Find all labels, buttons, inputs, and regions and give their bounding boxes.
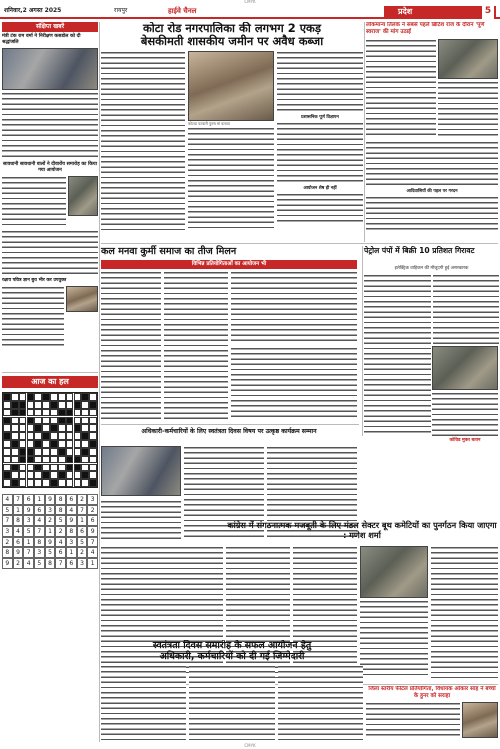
crossword-cell [50,471,58,479]
crossword-cell [42,432,50,440]
bottom-right-headline: जिला स्तरीय फीटेल प्रतियोगिता, विधायक ओंकार साह ने बच्चों के हुनर को सराहा [368,686,496,699]
brief3-body [2,286,64,346]
column-rule [99,22,100,742]
tribal-body [366,196,498,232]
sudoku-cell: 4 [13,526,24,537]
brief1-photo [2,48,98,90]
crossword-cell [89,440,97,448]
crossword-cell [74,401,82,409]
brief3-headline: रक्षाय पवित्र ज्ञान बुध भीर कर उपयुक्त [2,278,67,283]
congress-col3 [360,600,428,678]
bottom-story [101,640,363,746]
crossword-cell [11,479,19,487]
crossword-cell [3,471,11,479]
crossword-cell [74,448,82,456]
crossword-cell [42,479,50,487]
bottom-right-col1 [366,702,460,738]
sudoku-cell: 6 [87,515,98,526]
crossword-cell [42,424,50,432]
crossword-cell [89,464,97,472]
issue-date: शनिवार,2 अगस्त 2025 [4,7,62,14]
crossword-cell [66,448,74,456]
crossword-cell [3,393,11,401]
sudoku-cell: 8 [45,558,56,569]
crossword-grid [2,392,98,488]
sudoku-cell: 3 [77,558,88,569]
crossword-cell [58,464,66,472]
bottom-headline-line1: स्वतंत्रता दिवस समारोह के सफल आयोजन हेतु [152,640,312,651]
crossword-cell [19,456,27,464]
crossword-cell [81,456,89,464]
sudoku-cell: 6 [66,558,77,569]
puzzle-section [2,376,98,646]
petrol-subheadline: इलेक्ट्रिक वाहिकन की मौजूदगी हुई असरकारक [394,266,469,271]
crossword-cell [19,440,27,448]
sudoku-cell: 4 [2,494,13,505]
tilak-body-1 [366,39,436,139]
brief2-headline: सावधानी सावधानी वालों ने दीवारोंय समारोह का किया गया आयोजन [3,162,97,173]
crossword-cell [11,401,19,409]
crossword-cell [27,464,35,472]
crossword-cell [3,417,11,425]
sudoku-cell: 9 [45,537,56,548]
sudoku-cell: 2 [77,547,88,558]
crossword-cell [81,393,89,401]
sudoku-cell: 6 [23,494,34,505]
crossword-cell [3,432,11,440]
crossword-cell [27,393,35,401]
tilak-headline: लोकमान्य तिलक ने सबसे पहले ब्रिटिश राज के दौरान 'पूर्ण स्वराज' की मांग उठाई [366,22,485,35]
crossword-cell [74,432,82,440]
crossword-cell [27,448,35,456]
section-tab [384,6,496,19]
tribal-subhead: आदिवासियों की पहल पर गरदन [406,189,458,194]
sudoku-cell: 3 [45,505,56,516]
sudoku-cell: 8 [13,515,24,526]
sudoku-cell: 6 [55,547,66,558]
crossword-cell [74,393,82,401]
petrol-col2-b [432,392,498,436]
crossword-cell [81,401,89,409]
brief1-body [2,92,98,160]
crossword-cell [34,440,42,448]
crossword-cell [27,471,35,479]
page-header [0,6,500,19]
sudoku-cell: 6 [66,494,77,505]
crossword-cell [89,432,97,440]
sudoku-cell: 2 [13,558,24,569]
crossword-cell [81,424,89,432]
crossword-cell [58,479,66,487]
crossword-cell [27,424,35,432]
sudoku-cell: 2 [77,494,88,505]
crossword-cell [89,471,97,479]
sudoku-cell: 8 [66,526,77,537]
kurmi-story [101,271,357,421]
crossword-cell [11,464,19,472]
crossword-cell [58,448,66,456]
crossword-cell [19,393,27,401]
newspaper-brand: हाईवे चैनल [168,7,197,15]
sudoku-cell: 3 [66,537,77,548]
crossword-cell [11,393,19,401]
crossword-cell [74,417,82,425]
edition-city: रायपुर [114,7,128,14]
crossword-cell [34,424,42,432]
crossword-cell [42,409,50,417]
crossword-cell [89,448,97,456]
sudoku-cell: 7 [2,515,13,526]
brief2-body [2,176,66,228]
sudoku-cell: 7 [13,494,24,505]
crossword-cell [74,424,82,432]
crossword-cell [42,401,50,409]
page-number: 5 [482,6,494,19]
sudoku-grid [2,494,98,566]
briefs-box-title: संक्षिप्त खबरें [2,22,98,32]
kurmi-col1 [101,271,161,419]
tilak-body-3 [366,141,498,187]
bottom-col3 [278,665,363,743]
sudoku-cell: 9 [2,558,13,569]
crossword-cell [42,440,50,448]
crossword-cell [89,424,97,432]
crossword-cell [19,448,27,456]
crossword-cell [11,456,19,464]
crossword-cell [50,401,58,409]
puzzle-rule [2,372,98,373]
crossword-cell [74,479,82,487]
print-register-mark: CMYK [244,0,256,4]
crossword-cell [27,440,35,448]
crossword-cell [58,417,66,425]
sudoku-cell: 6 [34,505,45,516]
crossword-cell [89,479,97,487]
sudoku-cell: 5 [77,537,88,548]
crossword-cell [3,448,11,456]
crossword-cell [81,464,89,472]
crossword-cell [66,471,74,479]
crossword-cell [3,479,11,487]
crossword-cell [11,417,19,425]
crossword-cell [66,440,74,448]
crossword-cell [42,393,50,401]
top-story [101,22,363,240]
crossword-cell [34,409,42,417]
sudoku-cell: 3 [87,494,98,505]
sudoku-cell: 9 [66,515,77,526]
crossword-cell [50,417,58,425]
crossword-cell [81,409,89,417]
crossword-cell [50,456,58,464]
crossword-cell [66,479,74,487]
sudoku-cell: 7 [23,547,34,558]
sudoku-cell: 3 [2,526,13,537]
top-story-col3-b [277,122,363,184]
crossword-cell [42,456,50,464]
top-story-headline-2: बेसकीमती शासकीय जमीन पर अवैध कब्जा [140,34,324,48]
bottom-col1 [101,665,186,743]
crossword-cell [11,424,19,432]
crossword-cell [34,448,42,456]
sudoku-cell: 3 [34,547,45,558]
sudoku-cell: 8 [34,537,45,548]
officers-photo [101,446,181,496]
section-rule [101,243,498,244]
sudoku-cell: 1 [23,537,34,548]
top-story-subhead-1: प्रशासनिक पूर्ण विज्ञापन [301,115,339,120]
crossword-cell [11,409,19,417]
crossword-cell [42,417,50,425]
sudoku-cell: 4 [87,547,98,558]
sudoku-cell: 7 [87,537,98,548]
crossword-cell [19,401,27,409]
crossword-cell [27,432,35,440]
crossword-cell [42,464,50,472]
crossword-cell [58,440,66,448]
crossword-cell [3,409,11,417]
brief2-body-cont [2,230,98,276]
crossword-cell [50,432,58,440]
crossword-cell [50,448,58,456]
brief2-photo [68,176,98,216]
crossword-cell [11,440,19,448]
sudoku-cell: 7 [34,526,45,537]
crossword-cell [50,409,58,417]
tilak-photo [438,39,498,79]
congress-photo [360,546,428,598]
crossword-cell [42,471,50,479]
sudoku-cell: 1 [13,505,24,516]
crossword-cell [34,479,42,487]
top-story-subhead-2: आयोजन शेष ही नहीं [303,186,337,192]
sudoku-cell: 5 [55,515,66,526]
section-label: प्रदेश [398,7,413,16]
sudoku-cell: 9 [87,526,98,537]
column-rule-2 [364,22,365,242]
sudoku-cell: 8 [55,494,66,505]
crossword-cell [81,448,89,456]
crossword-cell [81,432,89,440]
sudoku-cell: 6 [13,537,24,548]
crossword-cell [3,401,11,409]
crossword-cell [27,479,35,487]
kurmi-headline: कल मनवा कुर्मी समाज का तीज मिलन [101,246,237,257]
bottom-right-story [366,686,498,746]
crossword-cell [50,440,58,448]
bottom-col2 [189,665,274,743]
petrol-col2 [433,274,500,344]
mini-headline: कोविड मुक्त बतान [449,438,481,443]
bottom-headline-line2: अधिकारी, कर्मचारियों को दी गई जिम्मेदारी [159,651,305,662]
crossword-cell [50,479,58,487]
crossword-cell [27,401,35,409]
crossword-cell [3,424,11,432]
crossword-cell [81,471,89,479]
sudoku-cell: 1 [87,558,98,569]
top-story-photo [188,51,274,121]
crossword-cell [11,471,19,479]
sudoku-cell: 5 [45,547,56,558]
sudoku-cell: 4 [23,558,34,569]
crossword-cell [19,409,27,417]
crossword-cell [34,464,42,472]
sudoku-cell: 7 [55,558,66,569]
crossword-cell [27,417,35,425]
brief1-headline: मंत्री टंक राम वर्मा ने निरीक्षण कसडोल को दी श्रद्धांजलि [2,34,81,45]
top-story-photo-caption: कोटवा पटवारी पुरुष मां बताया [188,121,230,126]
top-story-col2 [188,127,274,231]
crossword-cell [66,401,74,409]
top-story-col3-a [277,51,363,113]
crossword-cell [66,417,74,425]
sudoku-cell: 1 [66,547,77,558]
sudoku-cell: 9 [13,547,24,558]
officers-headline: अधिकारी-कर्मचारियों के लिए स्वतंत्रता दिवस विषय पर उत्कृष्ठ कार्यक्रम सम्मान [141,428,317,435]
crossword-cell [81,479,89,487]
crossword-cell [66,409,74,417]
sudoku-cell: 9 [23,505,34,516]
right-top-story [366,22,498,242]
petrol-headline: पेट्रोल पंपों में बिक्री 10 प्रतिशत गिरावट [364,246,475,255]
sudoku-cell: 7 [77,505,88,516]
congress-headline: कांग्रेस में संगठनात्मक मजबूती के लिए मंडल सेक्टर बूथ कमेटियों का पुनर्गठन किया जाएगा : गणेश शर्मा [227,520,497,540]
left-column [2,22,98,377]
kurmi-col2 [164,271,228,419]
sudoku-cell: 9 [45,494,56,505]
petrol-photo [432,346,498,390]
crossword-cell [66,424,74,432]
crossword-cell [66,456,74,464]
crossword-cell [50,464,58,472]
petrol-col1 [364,274,431,434]
crossword-cell [89,417,97,425]
sudoku-cell: 6 [77,526,88,537]
crossword-cell [3,456,11,464]
crossword-cell [50,424,58,432]
kurmi-col3 [231,271,357,343]
crossword-cell [66,464,74,472]
sudoku-cell: 5 [2,505,13,516]
crossword-cell [89,456,97,464]
crossword-cell [19,464,27,472]
crossword-cell [74,440,82,448]
crossword-cell [66,432,74,440]
crossword-cell [34,432,42,440]
sudoku-cell: 1 [45,526,56,537]
sudoku-cell: 1 [77,515,88,526]
crossword-cell [19,432,27,440]
congress-col4 [431,546,498,678]
sudoku-cell: 3 [23,515,34,526]
sudoku-cell: 2 [55,526,66,537]
puzzle-title: आज का हल [2,376,98,388]
crossword-cell [58,471,66,479]
crossword-cell [74,409,82,417]
top-story-headline-1: कोटा रोड नगरपालिका की लगभग 2 एकड़ [142,22,322,35]
tilak-body-2 [438,81,498,139]
crossword-cell [74,456,82,464]
crossword-cell [11,432,19,440]
crossword-cell [19,417,27,425]
crossword-cell [3,440,11,448]
bottom-register-mark: CMYK [244,743,256,749]
sudoku-cell: 5 [34,558,45,569]
crossword-cell [81,440,89,448]
crossword-cell [19,424,27,432]
crossword-cell [3,464,11,472]
officers-col0 [101,500,181,540]
crossword-cell [58,432,66,440]
crossword-cell [58,456,66,464]
sudoku-cell: 4 [34,515,45,526]
column-rule-3 [362,246,363,436]
crossword-cell [81,417,89,425]
crossword-cell [19,479,27,487]
sudoku-cell: 8 [2,547,13,558]
crossword-cell [34,401,42,409]
crossword-cell [19,471,27,479]
crossword-cell [74,471,82,479]
crossword-cell [58,409,66,417]
crossword-cell [58,401,66,409]
crossword-cell [58,393,66,401]
brief3-photo [66,286,98,312]
sudoku-cell: 2 [87,505,98,516]
sudoku-cell: 1 [34,494,45,505]
sudoku-cell: 5 [23,526,34,537]
bottom-right-photo [462,702,498,738]
crossword-cell [27,456,35,464]
crossword-cell [34,456,42,464]
top-story-col1 [101,51,185,231]
crossword-cell [27,409,35,417]
crossword-cell [34,393,42,401]
sudoku-cell: 2 [2,537,13,548]
crossword-cell [89,401,97,409]
crossword-cell [50,393,58,401]
crossword-cell [58,424,66,432]
competition-band: विभिन्न प्रतियोगिताओं का आयोजन भी [101,260,357,269]
sudoku-cell: 8 [55,505,66,516]
crossword-cell [11,448,19,456]
sudoku-cell: 4 [55,537,66,548]
sudoku-cell: 2 [45,515,56,526]
crossword-cell [89,409,97,417]
crossword-cell [66,393,74,401]
crossword-cell [89,393,97,401]
top-story-col3-c [277,193,363,225]
kurmi-col3-b [231,347,357,419]
crossword-cell [42,448,50,456]
sudoku-cell: 4 [66,505,77,516]
crossword-cell [74,464,82,472]
section-rule-2 [101,424,359,425]
crossword-cell [34,471,42,479]
crossword-cell [34,417,42,425]
